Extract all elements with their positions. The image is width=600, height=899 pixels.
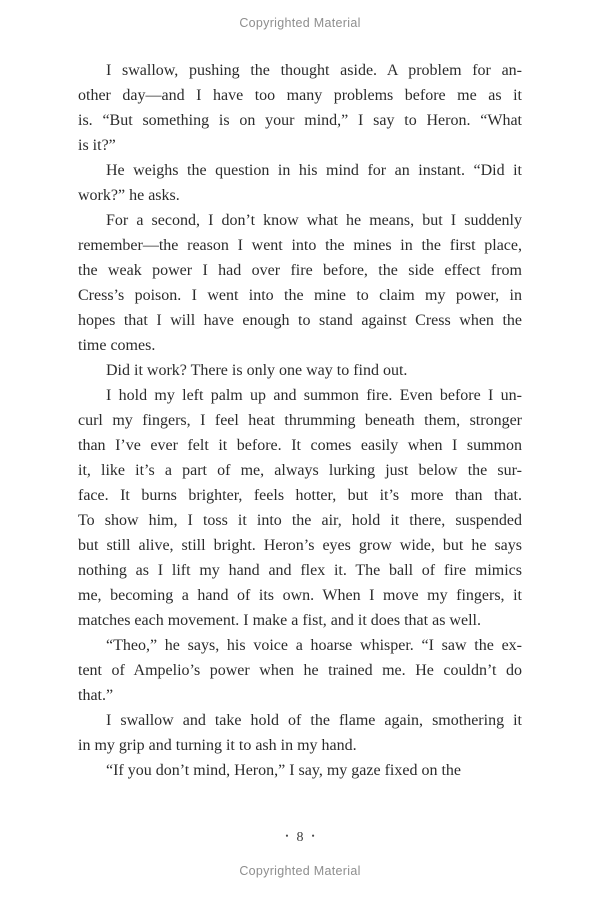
text-line: To show him, I toss it into the air, hold it there, suspended — [78, 512, 522, 529]
text-line: is. “But something is on your mind,” I say to Heron. “What — [78, 112, 522, 129]
text-line: the weak power I had over fire before, the side effect from — [78, 262, 522, 279]
text-line: hopes that I will have enough to stand against Cress when the — [78, 312, 522, 329]
text-line: that.” — [78, 687, 114, 704]
text-line: “Theo,” he says, his voice a hoarse whisper. “I saw the ex- — [106, 637, 522, 654]
text-line: me, becoming a hand of its own. When I move my fingers, it — [78, 587, 522, 604]
page-number: 8 — [296, 830, 304, 845]
text-line: I swallow and take hold of the flame again, smothering it — [106, 712, 522, 729]
text-line: is it?” — [78, 137, 116, 154]
text-line: work?” he asks. — [78, 187, 180, 204]
footer-ornament-right: • — [311, 831, 315, 841]
page-footer — [0, 830, 600, 848]
book-page-text — [78, 58, 522, 783]
text-line: For a second, I don’t know what he means, but I suddenly — [106, 212, 522, 229]
text-line: Did it work? There is only one way to find out. — [106, 362, 408, 379]
text-line: it, like it’s a part of me, always lurking just below the sur- — [78, 462, 522, 479]
text-line: but still alive, still bright. Heron’s eyes grow wide, but he says — [78, 537, 522, 554]
text-line: curl my fingers, I feel heat thrumming beneath them, stronger — [78, 412, 522, 429]
text-line: in my grip and turning it to ash in my hand. — [78, 737, 357, 754]
text-line: I swallow, pushing the thought aside. A problem for an- — [106, 62, 522, 79]
copyright-watermark-top: Copyrighted Material — [239, 16, 361, 30]
text-line: He weighs the question in his mind for an instant. “Did it — [106, 162, 522, 179]
text-line: face. It burns brighter, feels hotter, but it’s more than that. — [78, 487, 522, 504]
copyright-watermark-bottom: Copyrighted Material — [239, 864, 361, 878]
text-line: other day—and I have too many problems before me as it — [78, 87, 522, 104]
text-line: nothing as I lift my hand and flex it. The ball of fire mimics — [78, 562, 522, 579]
footer-ornament-left: • — [285, 831, 289, 841]
text-line: remember—the reason I went into the mines in the first place, — [78, 237, 522, 254]
text-line: I hold my left palm up and summon fire. Even before I un- — [106, 387, 522, 404]
text-line: “If you don’t mind, Heron,” I say, my gaze fixed on the — [106, 762, 462, 779]
text-line: Cress’s poison. I went into the mine to claim my power, in — [78, 287, 522, 304]
text-line: than I’ve ever felt it before. It comes easily when I summon — [78, 437, 522, 454]
text-line: tent of Ampelio’s power when he trained me. He couldn’t do — [78, 662, 522, 679]
text-line: matches each movement. I make a fist, and it does that as well. — [78, 612, 481, 629]
text-line: time comes. — [78, 337, 156, 354]
